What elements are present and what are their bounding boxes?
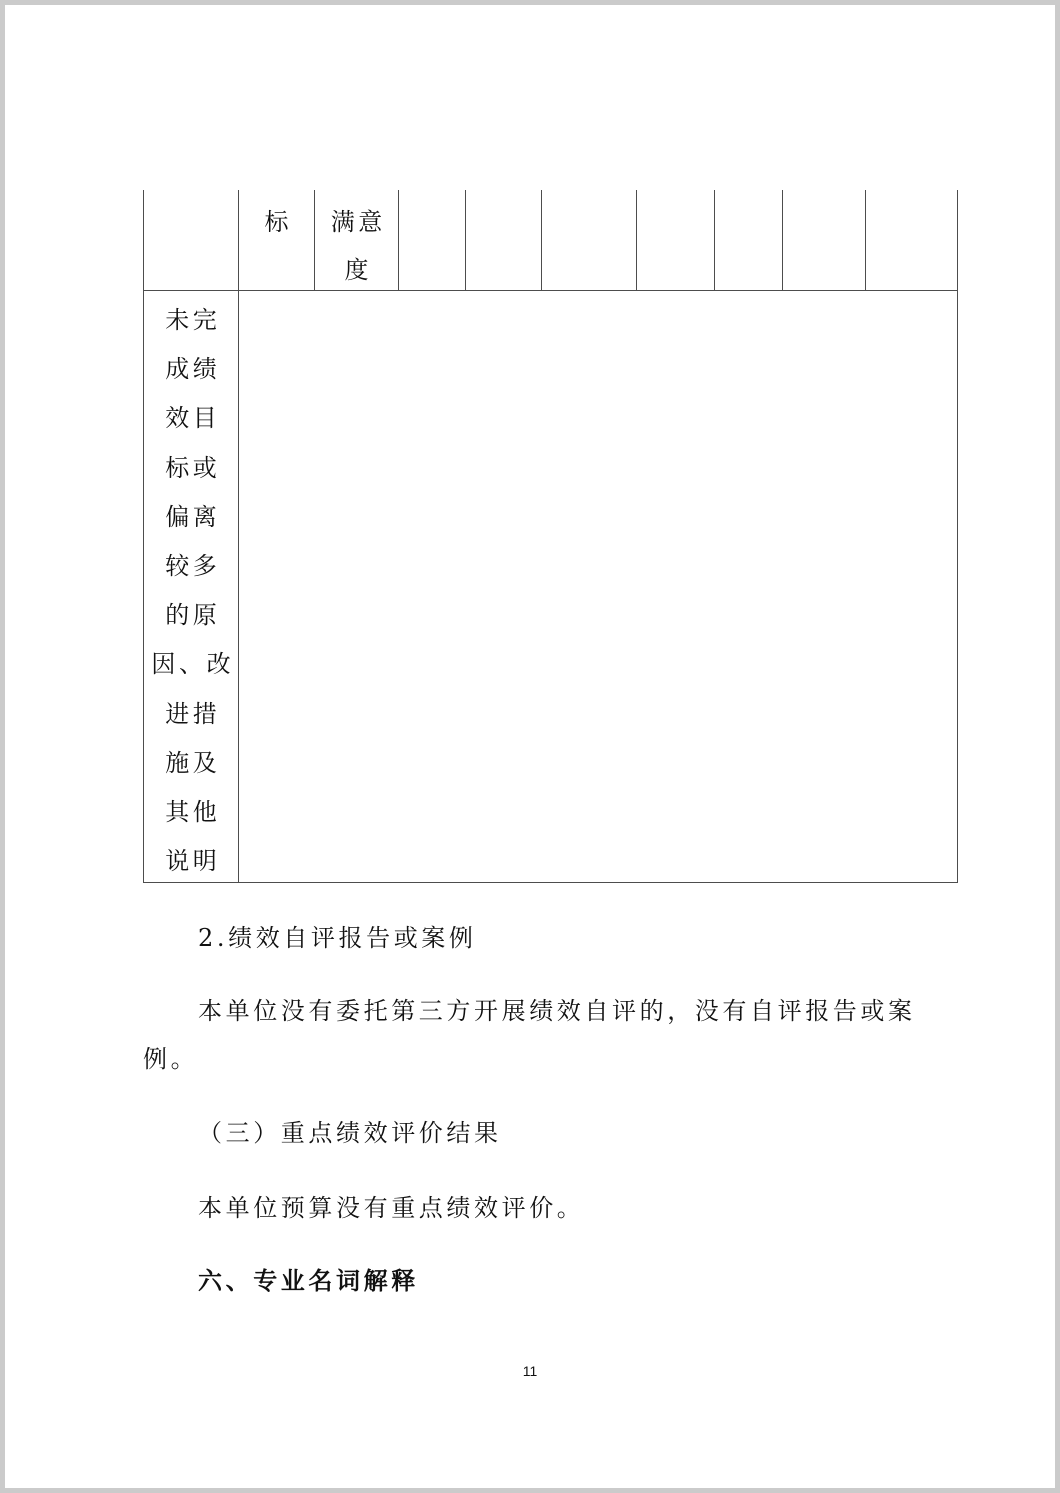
cell-text-wrap: [315, 190, 398, 294]
remarks-label-line: 其他: [165, 798, 221, 827]
table-cell: [637, 190, 715, 290]
remarks-label-line: 的原: [165, 601, 221, 630]
remarks-label-cell: [144, 291, 239, 882]
table-cell: [144, 190, 239, 290]
table-cell: [715, 190, 783, 290]
table-cell: [466, 190, 542, 290]
table-row-satisfaction: [144, 190, 957, 291]
self-evaluation-paragraph-line: 例。: [143, 1045, 199, 1073]
remarks-label-line: 标或: [165, 453, 221, 482]
table-cell-indicator: [239, 190, 315, 290]
remarks-label-line: 未完: [165, 306, 221, 334]
satisfaction-text-line: 度: [344, 256, 373, 284]
remarks-label-line: 偏离: [165, 502, 221, 531]
satisfaction-text-line: 满意: [330, 208, 386, 236]
remarks-label-line: 说明: [165, 847, 221, 876]
key-evaluation-paragraph: 本单位预算没有重点绩效评价。: [198, 1194, 585, 1222]
table-row-remarks: [144, 291, 957, 882]
key-evaluation-heading: （三）重点绩效评价结果: [198, 1119, 502, 1147]
cell-text-wrap: [239, 190, 314, 246]
table-cell-satisfaction: [315, 190, 399, 290]
remarks-label-line: 效目: [165, 404, 221, 433]
table-cell: [783, 190, 866, 290]
remarks-label-line: 成绩: [165, 355, 221, 384]
remarks-content-cell: [239, 291, 957, 882]
self-evaluation-report-heading: 2.绩效自评报告或案例: [198, 924, 477, 952]
table-cell: [399, 190, 466, 290]
remarks-label-line: 施及: [165, 748, 221, 777]
page-number: 11: [522, 1363, 538, 1379]
remarks-label-line: 因、改: [151, 650, 235, 679]
glossary-chapter-heading: 六、专业名词解释: [198, 1267, 419, 1295]
performance-table: [143, 190, 958, 883]
self-evaluation-paragraph-line: 本单位没有委托第三方开展绩效自评的，没有自评报告或案: [198, 997, 916, 1025]
indicator-text: 标: [264, 208, 293, 236]
table-cell: [542, 190, 637, 290]
table-cell: [866, 190, 957, 290]
remarks-label-line: 进措: [165, 699, 221, 728]
remarks-label-line: 较多: [165, 552, 221, 581]
